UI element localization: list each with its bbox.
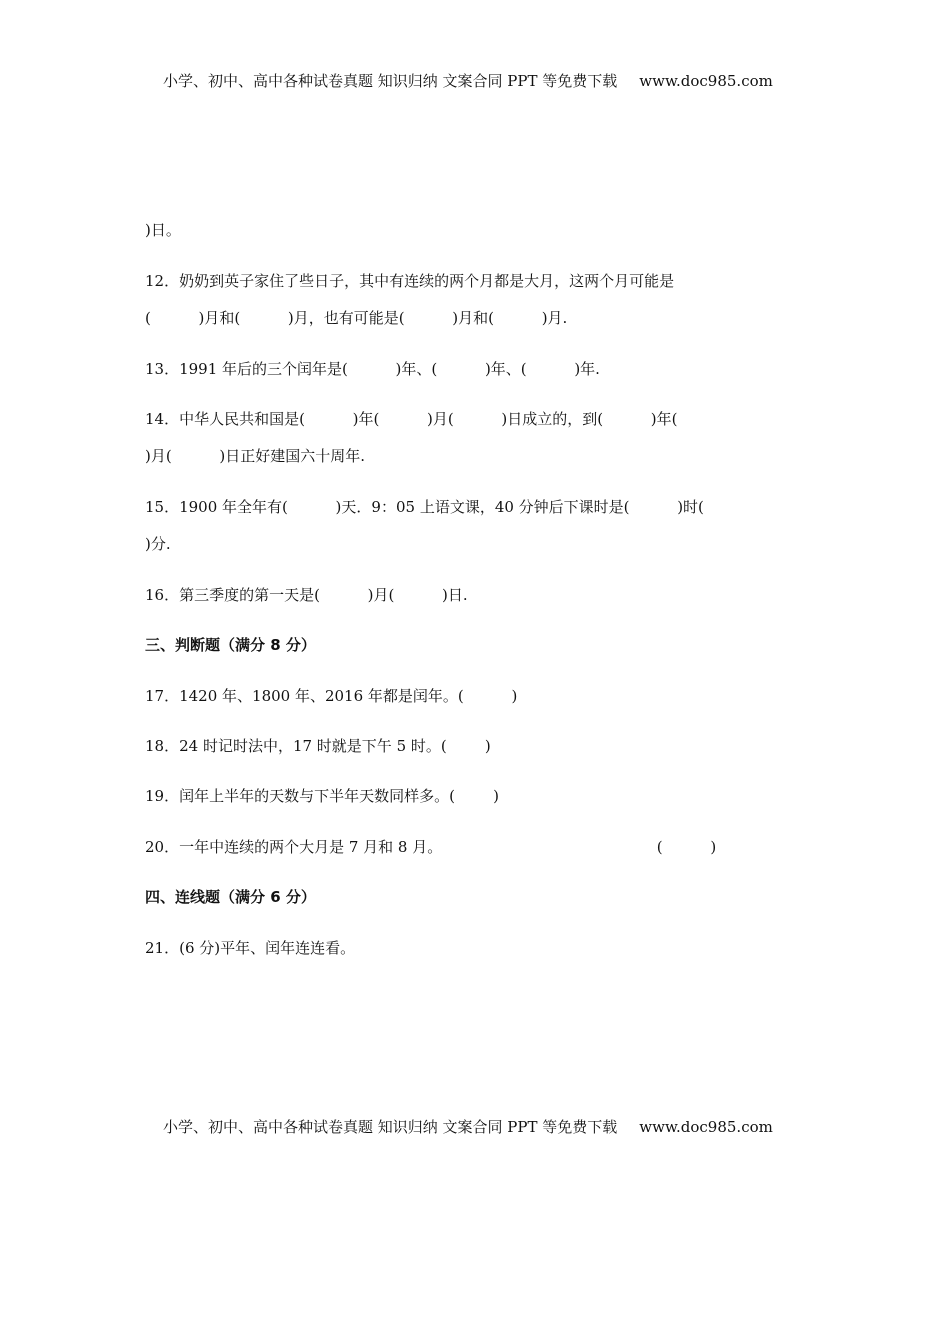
header-url: www.doc985.com xyxy=(639,72,773,90)
q21-text: 21．(6 分)平年、闰年连连看。 xyxy=(145,939,356,957)
q18-text: 18．24 时记时法中，17 时就是下午 5 时。( ) xyxy=(145,737,491,755)
footer-text: 小学、初中、高中各种试卷真题 知识归纳 文案合同 PPT 等免费下载 xyxy=(163,1118,618,1136)
header-text: 小学、初中、高中各种试卷真题 知识归纳 文案合同 PPT 等免费下载 xyxy=(163,72,618,90)
q14-continuation: )月( )日正好建国六十周年. xyxy=(145,447,366,465)
q13-text: 13．1991 年后的三个闰年是( )年、( )年、( )年. xyxy=(145,360,600,378)
q19-text: 19．闰年上半年的天数与下半年天数同样多。( ) xyxy=(145,787,499,805)
q11-continuation: )日。 xyxy=(145,221,181,239)
q14-text: 14．中华人民共和国是( )年( )月( )日成立的，到( )年( xyxy=(145,410,678,428)
section-4-heading: 四、连线题（满分 6 分） xyxy=(145,888,316,906)
page-footer xyxy=(163,1116,843,1137)
q16-text: 16．第三季度的第一天是( )月( )日. xyxy=(145,586,468,604)
q12-blanks: ( )月和( )月，也有可能是( )月和( )月. xyxy=(145,309,568,327)
q15-text: 15．1900 年全年有( )天．9：05 上语文课，40 分钟后下课时是( )时( xyxy=(145,498,704,516)
footer-url: www.doc985.com xyxy=(639,1118,773,1136)
q15-continuation: )分. xyxy=(145,535,171,553)
page-header xyxy=(163,70,843,91)
q17-text: 17．1420 年、1800 年、2016 年都是闰年。( ) xyxy=(145,687,518,705)
q20-text: 20．一年中连续的两个大月是 7 月和 8 月。 ( ) xyxy=(145,838,717,856)
q12-text: 12．奶奶到英子家住了些日子，其中有连续的两个月都是大月，这两个月可能是 xyxy=(145,272,675,290)
section-3-heading: 三、判断题（满分 8 分） xyxy=(145,636,316,654)
